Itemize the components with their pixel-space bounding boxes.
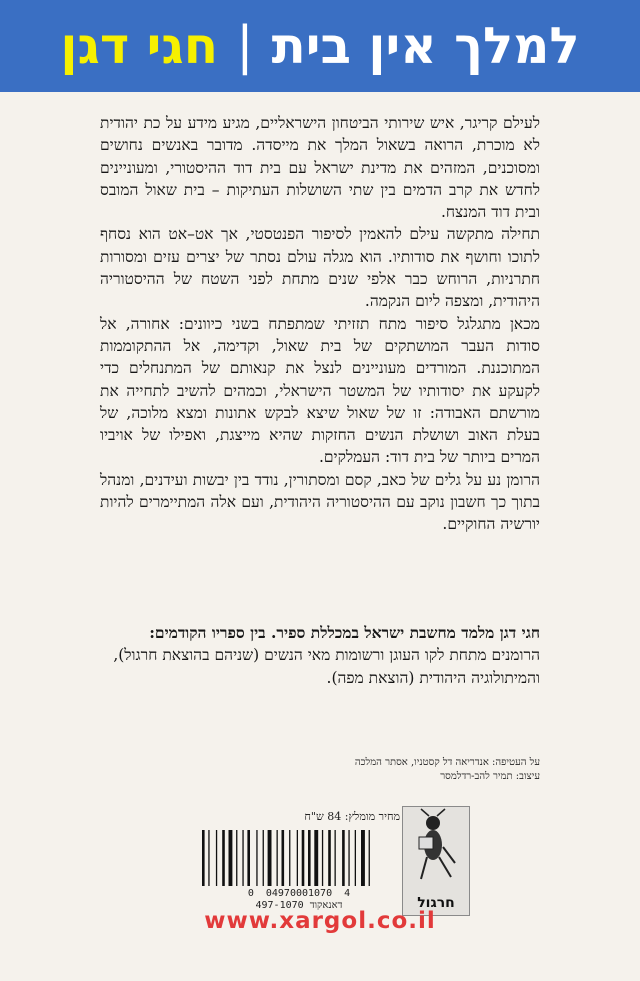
barcode-bar: [202, 830, 205, 886]
barcode-bar: [289, 830, 290, 886]
title-separator: |: [236, 16, 254, 76]
barcode-bar: [369, 830, 370, 886]
publisher-name: חרגול: [417, 895, 455, 911]
barcode-bar: [322, 830, 323, 886]
barcode-bar: [314, 830, 318, 886]
publisher-website[interactable]: www.xargol.co.il: [204, 908, 436, 934]
barcode-bar: [308, 830, 311, 886]
barcode-bar: [208, 830, 209, 886]
isbn-code: 497-1070 דאנאקוד: [255, 900, 343, 911]
barcode-digits: 0 04970001070 4: [247, 888, 351, 899]
grasshopper-icon: [403, 807, 469, 887]
title-row: [0, 14, 640, 78]
blurb-text: [100, 112, 540, 536]
barcode-bar: [229, 830, 233, 886]
barcode-bar: [277, 830, 278, 886]
blurb-paragraph: לעילם קריגר, איש שירותי הביטחון הישראליים, מגיע מידע על כת יהודית לא מוכרת, הרואה בשאול המלך את מייסדה. מדובר באנשים נחושים ומסוכנים, המזהים את מדינת ישראל עם בית דוד ההיסטורי, ומעוניינים לחדש את קרב הדמים בין שתי השושלות העתיקות – בית שאול המובס ובית דוד המנצח.: [100, 114, 540, 222]
barcode-bar: [342, 830, 345, 886]
barcode-bar: [236, 830, 237, 886]
barcode-bar: [256, 830, 257, 886]
design-credit: עיצוב: תמיר להב-רדלמסר: [440, 771, 540, 782]
author-bio-line: חגי דגן מלמד מחשבת ישראל במכללת ספיר. בין ספריו הקודמים:: [149, 623, 540, 642]
barcode-bar: [268, 830, 272, 886]
barcode-bar: [302, 830, 305, 886]
barcode-bar: [242, 830, 243, 886]
barcode-bar: [328, 830, 331, 886]
barcode-bar: [355, 830, 356, 886]
barcode-bar: [335, 830, 336, 886]
author-bio-line: הרומנים מתחת לקו העוגן ורשומות מאי הנשים (שניהם בהוצאת חרגול), והמיתולוגיה היהודית (הוצאת מפה).: [113, 646, 540, 687]
blurb-paragraph: הרומן נע על גלים של כאב, קסם ומסתורין, נודד בין יבשות ועידנים, ומנהל בתוך כך חשבון נוקב עם ההיסטוריה היהודית, ועם אלה המתיימרים להיות יורשיה החוקיים.: [100, 470, 540, 534]
author-bio: [100, 622, 540, 689]
credits: [355, 756, 540, 784]
barcode-bar: [282, 830, 285, 886]
blurb-paragraph: מכאן מתגלגל סיפור מתח תזזיתי שמתפתח בשני כיוונים: אחורה, אל סודות העבר המושתקים של בית שאול, וקדימה, אל ההתקוממות המתוכננת. המורדים מעוניינים לנצל את קנאותם של המתנחלים כדי לקעקע את יסודותיו של המשטר הישראלי, וכמהים להשיב לתחייה את מורשתם האבודה: זו של שאול שיצא לבקש אתונות ומצא מלוכה, של בעלת האוב ושושלת הנשים החזקות שהיא מייצגת, ואפילו של אויביו המרים ביותר של בית דוד: העמלקים.: [100, 314, 540, 467]
barcode-bar: [247, 830, 250, 886]
author-name: חגי דגן: [60, 17, 219, 75]
price-label: מחיר מומלץ: 84 ש"ח: [304, 810, 400, 823]
cover-art-credit: על העטיפה: אנדריאה דל קסטניו, אסתר המלכה: [354, 757, 540, 768]
barcode-bar: [263, 830, 264, 886]
barcode-bar: [361, 830, 365, 886]
barcode-bar: [222, 830, 225, 886]
book-title: למלך אין בית: [271, 17, 580, 75]
barcode-bar: [216, 830, 217, 886]
barcode: [198, 830, 400, 886]
barcode-bar: [348, 830, 349, 886]
blurb-paragraph: תחילה מתקשה עילם להאמין לסיפור הפנטסטי, אך אט–אט הוא נסחף לתוכו וחושף את סודותיו. הוא מגלה עולם נסתר של יצרים עזים ומסורות חתרניות, הרוחש כבר אלפי שנים מתחת לפני השטח של ההיסטוריה היהודית, ומצפה ליום הנקמה.: [100, 225, 540, 311]
barcode-bar: [297, 830, 298, 886]
publisher-logo: [402, 806, 470, 916]
